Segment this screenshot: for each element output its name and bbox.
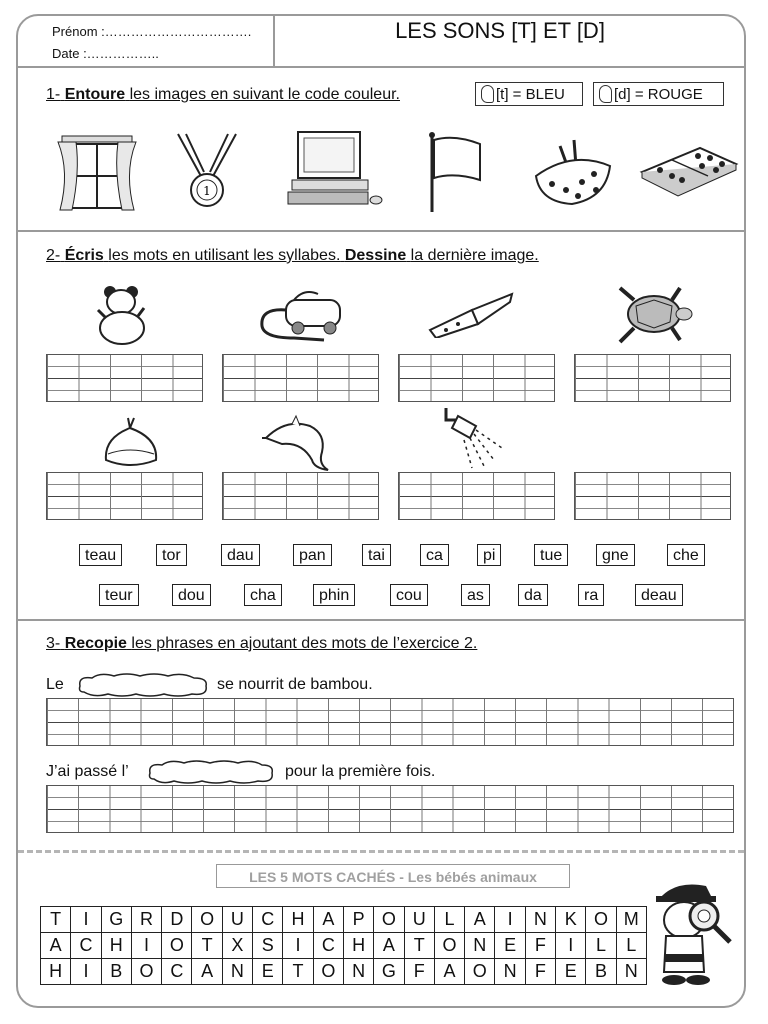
wordsearch-letter[interactable]: P bbox=[343, 907, 373, 933]
ex2-instruction: 2- Écris les mots en utilisant les syllabes. Dessine la dernière image. bbox=[46, 247, 539, 264]
wordsearch-letter[interactable]: I bbox=[131, 933, 161, 959]
syllable-card: tue bbox=[534, 544, 568, 566]
syllable-card: cou bbox=[390, 584, 428, 606]
wordsearch-letter[interactable]: C bbox=[162, 959, 192, 985]
prenom-field: Prénom :……………………………. bbox=[52, 24, 252, 39]
wordsearch-letter[interactable]: C bbox=[71, 933, 101, 959]
wordsearch-letter[interactable]: S bbox=[253, 933, 283, 959]
syllable-card: dau bbox=[221, 544, 260, 566]
wordsearch-letter[interactable]: O bbox=[434, 933, 464, 959]
wordsearch-letter[interactable]: F bbox=[404, 959, 434, 985]
syllable-card: cha bbox=[244, 584, 282, 606]
wordsearch-letter[interactable]: C bbox=[313, 933, 343, 959]
medal-image bbox=[174, 132, 240, 212]
flag-image bbox=[424, 132, 486, 214]
code-t-box: [t] = BLEU bbox=[475, 82, 583, 106]
sentence-1-end: se nourrit de bambou. bbox=[217, 676, 373, 693]
wordsearch-letter[interactable]: T bbox=[404, 933, 434, 959]
wordsearch-letter[interactable]: L bbox=[586, 933, 616, 959]
ear-icon bbox=[481, 85, 494, 103]
copy-grid[interactable] bbox=[46, 698, 734, 746]
wordsearch-letter[interactable]: A bbox=[465, 907, 495, 933]
wordsearch-letter[interactable]: I bbox=[495, 907, 525, 933]
ear-icon bbox=[599, 85, 612, 103]
wordsearch-letter[interactable]: M bbox=[616, 907, 646, 933]
syllable-card: ca bbox=[420, 544, 449, 566]
wordsearch-letter[interactable]: N bbox=[495, 959, 525, 985]
wordsearch-letter[interactable]: N bbox=[465, 933, 495, 959]
wordsearch-letter[interactable]: U bbox=[222, 907, 252, 933]
cloud-blank bbox=[144, 759, 278, 785]
date-field: Date :…………….. bbox=[52, 46, 159, 61]
writing-grid[interactable] bbox=[222, 472, 379, 520]
wordsearch-letter[interactable]: L bbox=[616, 933, 646, 959]
wordsearch-letter[interactable]: E bbox=[495, 933, 525, 959]
detective-image bbox=[646, 876, 736, 988]
wordsearch-letter[interactable]: O bbox=[374, 907, 404, 933]
wordsearch-letter[interactable]: A bbox=[374, 933, 404, 959]
turtle-image bbox=[614, 284, 694, 346]
writing-grid[interactable] bbox=[46, 354, 203, 402]
wordsearch-letter[interactable]: O bbox=[313, 959, 343, 985]
wordsearch-letter[interactable]: A bbox=[434, 959, 464, 985]
wordsearch-letter[interactable]: H bbox=[343, 933, 373, 959]
syllable-card: teur bbox=[99, 584, 139, 606]
wordsearch-letter[interactable]: E bbox=[556, 959, 586, 985]
writing-grid[interactable] bbox=[574, 472, 731, 520]
vacuum-image bbox=[254, 286, 346, 344]
pencil-case-image bbox=[532, 136, 614, 210]
dolphin-image bbox=[262, 412, 334, 472]
wordsearch-letter[interactable]: O bbox=[162, 933, 192, 959]
window-image bbox=[54, 132, 140, 214]
section-divider-1 bbox=[16, 66, 746, 68]
page-title: LES SONS [T] ET [D] bbox=[395, 18, 605, 43]
wordsearch-letter[interactable]: F bbox=[525, 933, 555, 959]
wordsearch-letter[interactable]: L bbox=[434, 907, 464, 933]
computer-image bbox=[284, 130, 386, 210]
code-d-box: [d] = ROUGE bbox=[593, 82, 724, 106]
syllable-card: as bbox=[461, 584, 490, 606]
panda-image bbox=[92, 282, 152, 346]
wordsearch-letter[interactable]: N bbox=[343, 959, 373, 985]
knife-image bbox=[424, 292, 516, 338]
wordsearch-letter[interactable]: A bbox=[313, 907, 343, 933]
shower-image bbox=[442, 404, 508, 470]
syllable-card: phin bbox=[313, 584, 355, 606]
syllable-card: gne bbox=[596, 544, 635, 566]
wordsearch-letter[interactable]: B bbox=[586, 959, 616, 985]
wordsearch-letter[interactable]: D bbox=[162, 907, 192, 933]
wordsearch-letter[interactable]: N bbox=[525, 907, 555, 933]
wordsearch-letter[interactable]: I bbox=[556, 933, 586, 959]
wordsearch-letter[interactable]: I bbox=[71, 907, 101, 933]
wordsearch-letter[interactable]: U bbox=[404, 907, 434, 933]
wordsearch-letter[interactable]: B bbox=[101, 959, 131, 985]
wordsearch-letter[interactable]: N bbox=[616, 959, 646, 985]
chestnut-image bbox=[100, 414, 162, 470]
syllable-card: teau bbox=[79, 544, 122, 566]
wordsearch-letter[interactable]: H bbox=[283, 907, 313, 933]
section-divider-2 bbox=[16, 230, 746, 232]
wordsearch-letter[interactable]: I bbox=[71, 959, 101, 985]
ex3-instruction: 3- Recopie les phrases en ajoutant des mots de l’exercice 2. bbox=[46, 635, 478, 652]
section-divider-3 bbox=[16, 619, 746, 621]
domino-image bbox=[638, 144, 740, 198]
sentence-1-start: Le bbox=[46, 676, 64, 693]
writing-grid[interactable] bbox=[398, 472, 555, 520]
copy-grid[interactable] bbox=[46, 785, 734, 833]
ex1-instruction: 1- Entoure les images en suivant le code couleur. bbox=[46, 86, 400, 103]
wordsearch-letter[interactable]: K bbox=[556, 907, 586, 933]
wordsearch-letter[interactable]: H bbox=[101, 933, 131, 959]
wordsearch-letter[interactable]: T bbox=[192, 933, 222, 959]
wordsearch-row bbox=[41, 907, 647, 933]
syllable-card: tai bbox=[362, 544, 391, 566]
wordsearch-letter[interactable]: X bbox=[222, 933, 252, 959]
wordsearch-letter[interactable]: C bbox=[253, 907, 283, 933]
wordsearch-letter[interactable]: F bbox=[525, 959, 555, 985]
wordsearch-letter[interactable]: H bbox=[41, 959, 71, 985]
syllable-card: deau bbox=[635, 584, 683, 606]
syllable-card: pi bbox=[477, 544, 501, 566]
wordsearch-letter[interactable]: I bbox=[283, 933, 313, 959]
wordsearch-row bbox=[41, 959, 647, 985]
wordsearch-letter[interactable]: O bbox=[586, 907, 616, 933]
syllable-card: dou bbox=[172, 584, 211, 606]
syllable-card: da bbox=[518, 584, 548, 606]
wordsearch-letter[interactable]: O bbox=[465, 959, 495, 985]
wordsearch-letter[interactable]: E bbox=[253, 959, 283, 985]
writing-grid[interactable] bbox=[46, 472, 203, 520]
syllable-card: che bbox=[667, 544, 705, 566]
wordsearch-letter[interactable]: G bbox=[374, 959, 404, 985]
wordsearch-letter[interactable]: G bbox=[101, 907, 131, 933]
wordsearch-row bbox=[41, 933, 647, 959]
wordsearch-letter[interactable]: R bbox=[131, 907, 161, 933]
header-divider bbox=[273, 14, 275, 66]
wordsearch-letter[interactable]: A bbox=[41, 933, 71, 959]
sentence-2-end: pour la première fois. bbox=[285, 763, 436, 780]
writing-grid[interactable] bbox=[574, 354, 731, 402]
sentence-2-start: J’ai passé l’ bbox=[46, 763, 129, 780]
svg-text:1: 1 bbox=[203, 184, 211, 198]
writing-grid[interactable] bbox=[222, 354, 379, 402]
cut-line bbox=[18, 850, 744, 853]
wordsearch-grid bbox=[40, 906, 647, 985]
writing-grid[interactable] bbox=[398, 354, 555, 402]
wordsearch-letter[interactable]: T bbox=[283, 959, 313, 985]
syllable-card: pan bbox=[293, 544, 332, 566]
wordsearch-letter[interactable]: A bbox=[192, 959, 222, 985]
wordsearch-letter[interactable]: N bbox=[222, 959, 252, 985]
wordsearch-letter[interactable]: O bbox=[192, 907, 222, 933]
syllable-card: ra bbox=[578, 584, 604, 606]
wordsearch-letter[interactable]: O bbox=[131, 959, 161, 985]
wordsearch-letter[interactable]: T bbox=[41, 907, 71, 933]
cloud-blank bbox=[74, 672, 212, 698]
syllable-card: tor bbox=[156, 544, 187, 566]
wordsearch-title: LES 5 MOTS CACHÉS - Les bébés animaux bbox=[216, 864, 570, 888]
